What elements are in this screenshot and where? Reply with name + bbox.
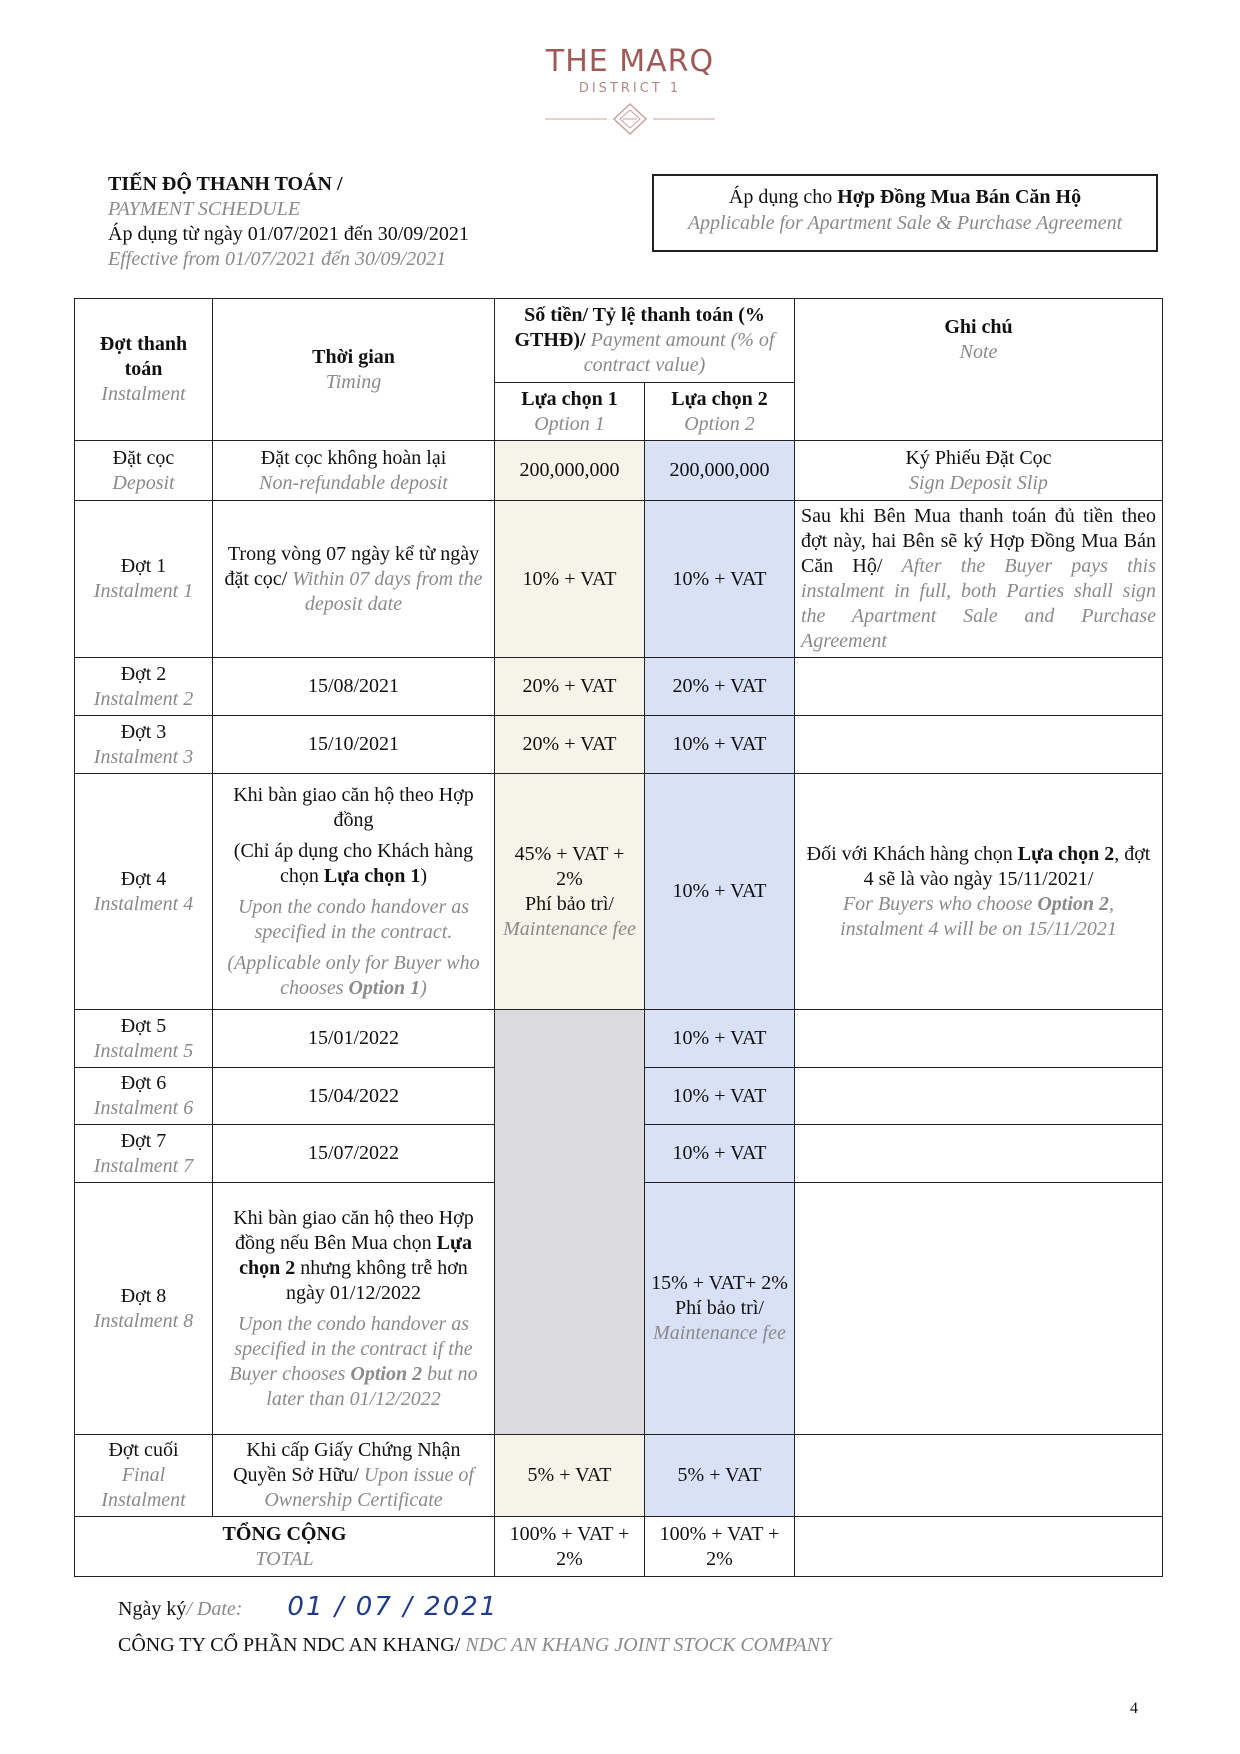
- instalment-vi: Đợt cuối: [108, 1439, 179, 1461]
- timing-cell: 15/08/2021: [213, 658, 495, 716]
- table-row-deposit: [75, 441, 1163, 501]
- date-label-vi: Ngày ký: [118, 1598, 187, 1620]
- timing-vi: Khi bàn giao căn hộ theo Hợp đồng: [233, 783, 474, 831]
- note-vi: Ký Phiếu Đặt Cọc: [905, 446, 1052, 469]
- table-row-instalment-5: [75, 1010, 1163, 1068]
- table-header-row: [75, 299, 1163, 383]
- applicable-agreement: Hợp Đồng Mua Bán Căn Hộ: [837, 186, 1082, 208]
- instalment-vi: Đợt 8: [120, 1284, 167, 1307]
- header-note-vi: Ghi chú: [944, 316, 1013, 338]
- timing-vi-c: nhưng không trễ hơn ngày 01/12/2022: [286, 1256, 468, 1304]
- instalment-cell: [75, 441, 213, 501]
- header-option-1: [495, 383, 645, 441]
- timing-vi-condition-b: Lựa chọn 1: [323, 864, 421, 887]
- instalment-cell: [75, 1068, 213, 1125]
- note-cell: [795, 1068, 1163, 1125]
- table-row-final-instalment: [75, 1435, 1163, 1517]
- timing-vi-a: Khi bàn giao căn hộ theo Hợp đồng nếu Bên Mua chọn: [233, 1206, 474, 1254]
- table-row-total: [75, 1517, 1163, 1577]
- applicable-vi: [654, 184, 1156, 210]
- instalment-vi: Đợt 6: [120, 1072, 167, 1094]
- table-row-instalment-4: [75, 774, 1163, 1010]
- note-cell: [795, 1435, 1163, 1517]
- note-cell: [795, 1183, 1163, 1435]
- logo-emblem-icon: [545, 102, 715, 136]
- total-label-en: TOTAL: [255, 1547, 314, 1570]
- header-instalment-vi: Đợt thanh toán: [99, 333, 188, 380]
- option-2-cell: 10% + VAT: [645, 716, 795, 774]
- payment-schedule-table: [74, 298, 1163, 1577]
- option-1-cell: [495, 774, 645, 1010]
- option-1-amount: 45% + VAT + 2%: [514, 842, 625, 890]
- timing-vi: Đặt cọc không hoàn lại: [260, 446, 447, 469]
- header-amount-en: Payment amount (% of contract value): [583, 329, 775, 376]
- timing-cell: [213, 1435, 495, 1517]
- header-timing: [213, 299, 495, 441]
- timing-vi: Trong vòng 07 ngày kể từ ngày đặt cọc/: [224, 542, 480, 590]
- header-timing-en: Timing: [325, 370, 382, 393]
- logo-title: THE MARQ: [545, 44, 715, 79]
- timing-cell: [213, 1183, 495, 1435]
- instalment-cell: [75, 716, 213, 774]
- instalment-en: Instalment 6: [93, 1097, 194, 1119]
- option-1-cell: 200,000,000: [495, 441, 645, 501]
- timing-cell: 15/07/2022: [213, 1125, 495, 1183]
- instalment-en: Instalment 1: [93, 580, 194, 602]
- header-option-2-en: Option 2: [684, 412, 755, 435]
- timing-vi-condition-c: ): [420, 864, 428, 887]
- header-note-en: Note: [959, 341, 998, 363]
- note-vi: Sau khi Bên Mua thanh toán đủ tiền theo đợt này, hai Bên sẽ ký Hợp Đồng Mua Bán Căn Hộ/: [801, 505, 1156, 577]
- header-amount-vi: Số tiền/ Tỷ lệ thanh toán (% GTHĐ)/: [514, 304, 765, 351]
- logo-subtitle: DISTRICT 1: [578, 81, 682, 96]
- company-line: [118, 1634, 831, 1657]
- option-1-not-applicable-cell: [495, 1010, 645, 1435]
- option-1-cell: 5% + VAT: [495, 1435, 645, 1517]
- note-cell: [795, 1517, 1163, 1577]
- note-en-b: Option 2: [1037, 892, 1110, 915]
- note-en: After the Buyer pays this instalment in full, both Parties shall sign the Apartment Sale and Purchase Agreement: [801, 555, 1157, 652]
- option-1-cell: 10% + VAT: [495, 501, 645, 658]
- total-option-1-cell: 100% + VAT + 2%: [495, 1517, 645, 1577]
- option-1-cell: 20% + VAT: [495, 716, 645, 774]
- note-vi-a: Đối với Khách hàng chọn: [806, 842, 1018, 865]
- effective-date-en: Effective from 01/07/2021 đến 30/09/2021: [108, 248, 447, 270]
- timing-en-b: Option 2: [350, 1362, 423, 1385]
- instalment-cell: [75, 658, 213, 716]
- timing-en-c: but no later than 01/12/2022: [266, 1362, 478, 1410]
- instalment-en: Instalment 8: [93, 1309, 194, 1332]
- instalment-vi: Đợt 4: [120, 867, 167, 890]
- timing-cell: [213, 501, 495, 658]
- instalment-vi: Đợt 1: [120, 555, 167, 577]
- instalment-en: Instalment 5: [93, 1039, 194, 1062]
- sign-date-line: [118, 1592, 498, 1622]
- option-2-amount: 15% + VAT+ 2%: [651, 1272, 788, 1294]
- note-cell: [795, 716, 1163, 774]
- timing-cell: 15/01/2022: [213, 1010, 495, 1068]
- total-option-2-cell: 100% + VAT + 2%: [645, 1517, 795, 1577]
- date-label-en: / Date:: [186, 1598, 243, 1620]
- applicable-en: Applicable for Apartment Sale & Purchase Agreement: [687, 212, 1123, 234]
- instalment-en: Deposit: [112, 471, 175, 494]
- total-label-cell: [75, 1517, 495, 1577]
- option-2-cell: 10% + VAT: [645, 1068, 795, 1125]
- instalment-vi: Đợt 3: [120, 720, 167, 743]
- timing-vi-condition-a: (Chỉ áp dụng cho Khách hàng chọn: [233, 839, 474, 887]
- handwritten-date: 01 / 07 / 2021: [287, 1592, 499, 1622]
- instalment-en: Instalment 7: [93, 1154, 194, 1177]
- instalment-vi: Đợt 2: [120, 662, 167, 685]
- timing-en-condition-a: (Applicable only for Buyer who chooses: [227, 951, 480, 999]
- page-number: 4: [1130, 1700, 1138, 1717]
- applicable-prefix: Áp dụng cho: [728, 186, 838, 208]
- instalment-cell: [75, 1435, 213, 1517]
- timing-vi-condition: [219, 839, 488, 889]
- timing-cell: 15/04/2022: [213, 1068, 495, 1125]
- effective-date: Áp dụng từ ngày 01/07/2021 đến 30/09/2021: [108, 223, 469, 245]
- instalment-vi: Đặt cọc: [112, 446, 175, 469]
- timing-cell: [213, 441, 495, 501]
- option-2-cell: 10% + VAT: [645, 774, 795, 1010]
- timing-cell: 15/10/2021: [213, 716, 495, 774]
- instalment-cell: [75, 774, 213, 1010]
- note-cell: [795, 658, 1163, 716]
- page-title: TIẾN ĐỘ THANH TOÁN /: [108, 173, 343, 195]
- timing-en: Upon the condo handover as specified in the contract.: [237, 895, 470, 943]
- applicable-box: [652, 174, 1158, 252]
- note-en: [801, 892, 1156, 942]
- header-instalment-en: Instalment: [101, 383, 186, 405]
- note-en: Sign Deposit Slip: [909, 471, 1048, 494]
- note-vi-c: , đợt 4 sẽ là vào ngày 15/11/2021/: [863, 842, 1151, 890]
- instalment-vi: Đợt 7: [120, 1129, 167, 1152]
- timing-en: Non-refundable deposit: [259, 471, 448, 494]
- instalment-cell: [75, 1183, 213, 1435]
- option-1-fee-en: Maintenance fee: [503, 917, 636, 940]
- timing-vi: Khi cấp Giấy Chứng Nhận Quyền Sở Hữu/: [233, 1439, 461, 1486]
- header-timing-vi: Thời gian: [312, 345, 395, 368]
- instalment-en: Instalment 2: [93, 687, 194, 710]
- page-title-en: PAYMENT SCHEDULE: [108, 198, 301, 220]
- timing-en-a: Upon the condo handover as specified in the contract if the Buyer chooses: [229, 1312, 473, 1385]
- timing-en-condition-c: ): [420, 976, 427, 999]
- note-cell: [795, 774, 1163, 1010]
- company-name-en: NDC AN KHANG JOINT STOCK COMPANY: [465, 1634, 832, 1656]
- note-cell: [795, 441, 1163, 501]
- option-2-cell: 10% + VAT: [645, 1125, 795, 1183]
- header-option-2: [645, 383, 795, 441]
- company-name-vi: CÔNG TY CỔ PHẦN NDC AN KHANG/: [118, 1634, 461, 1656]
- header-option-1-vi: Lựa chọn 1: [521, 387, 618, 410]
- option-2-cell: 200,000,000: [645, 441, 795, 501]
- timing-cell: [213, 774, 495, 1010]
- table-row-instalment-1: [75, 501, 1163, 658]
- instalment-en: Instalment 4: [93, 892, 194, 915]
- note-en-c: , instalment 4 will be on 15/11/2021: [840, 892, 1117, 940]
- timing-en: Within 07 days from the deposit date: [292, 567, 483, 615]
- option-2-fee-vi: Phí bảo trì/: [675, 1297, 764, 1319]
- instalment-vi: Đợt 5: [120, 1014, 167, 1037]
- schedule-header: [108, 172, 578, 272]
- instalment-cell: [75, 1010, 213, 1068]
- logo: [470, 44, 790, 136]
- total-label-vi: TỔNG CỘNG: [222, 1522, 347, 1545]
- note-cell: [795, 1125, 1163, 1183]
- instalment-cell: [75, 501, 213, 658]
- option-2-cell: [645, 1183, 795, 1435]
- header-amount: [495, 299, 795, 383]
- option-2-cell: 10% + VAT: [645, 501, 795, 658]
- option-2-cell: 5% + VAT: [645, 1435, 795, 1517]
- table-row-instalment-3: [75, 716, 1163, 774]
- table-row-instalment-2: [75, 658, 1163, 716]
- timing-en-condition-b: Option 1: [348, 976, 421, 999]
- timing-vi: [219, 1206, 488, 1306]
- instalment-cell: [75, 1125, 213, 1183]
- header-instalment: [75, 299, 213, 441]
- header-note: [795, 299, 1163, 441]
- option-2-cell: 10% + VAT: [645, 1010, 795, 1068]
- header-option-2-vi: Lựa chọn 2: [671, 387, 768, 410]
- header-option-1-en: Option 1: [534, 412, 605, 435]
- instalment-en: Instalment 3: [93, 745, 194, 768]
- note-en-a: For Buyers who choose: [842, 892, 1038, 915]
- option-1-cell: 20% + VAT: [495, 658, 645, 716]
- option-2-fee-en: Maintenance fee: [653, 1322, 786, 1344]
- timing-vi-b: Lựa chọn 2: [239, 1231, 472, 1279]
- option-2-cell: 20% + VAT: [645, 658, 795, 716]
- timing-en: [219, 1312, 488, 1412]
- note-cell: [795, 501, 1163, 658]
- instalment-en: Final Instalment: [101, 1464, 186, 1511]
- timing-en-condition: [219, 951, 488, 1001]
- timing-en: Upon issue of Ownership Certificate: [264, 1464, 474, 1511]
- note-vi-b: Lựa chọn 2: [1017, 842, 1115, 865]
- note-vi: [801, 842, 1156, 892]
- option-1-fee-vi: Phí bảo trì/: [525, 892, 614, 915]
- note-cell: [795, 1010, 1163, 1068]
